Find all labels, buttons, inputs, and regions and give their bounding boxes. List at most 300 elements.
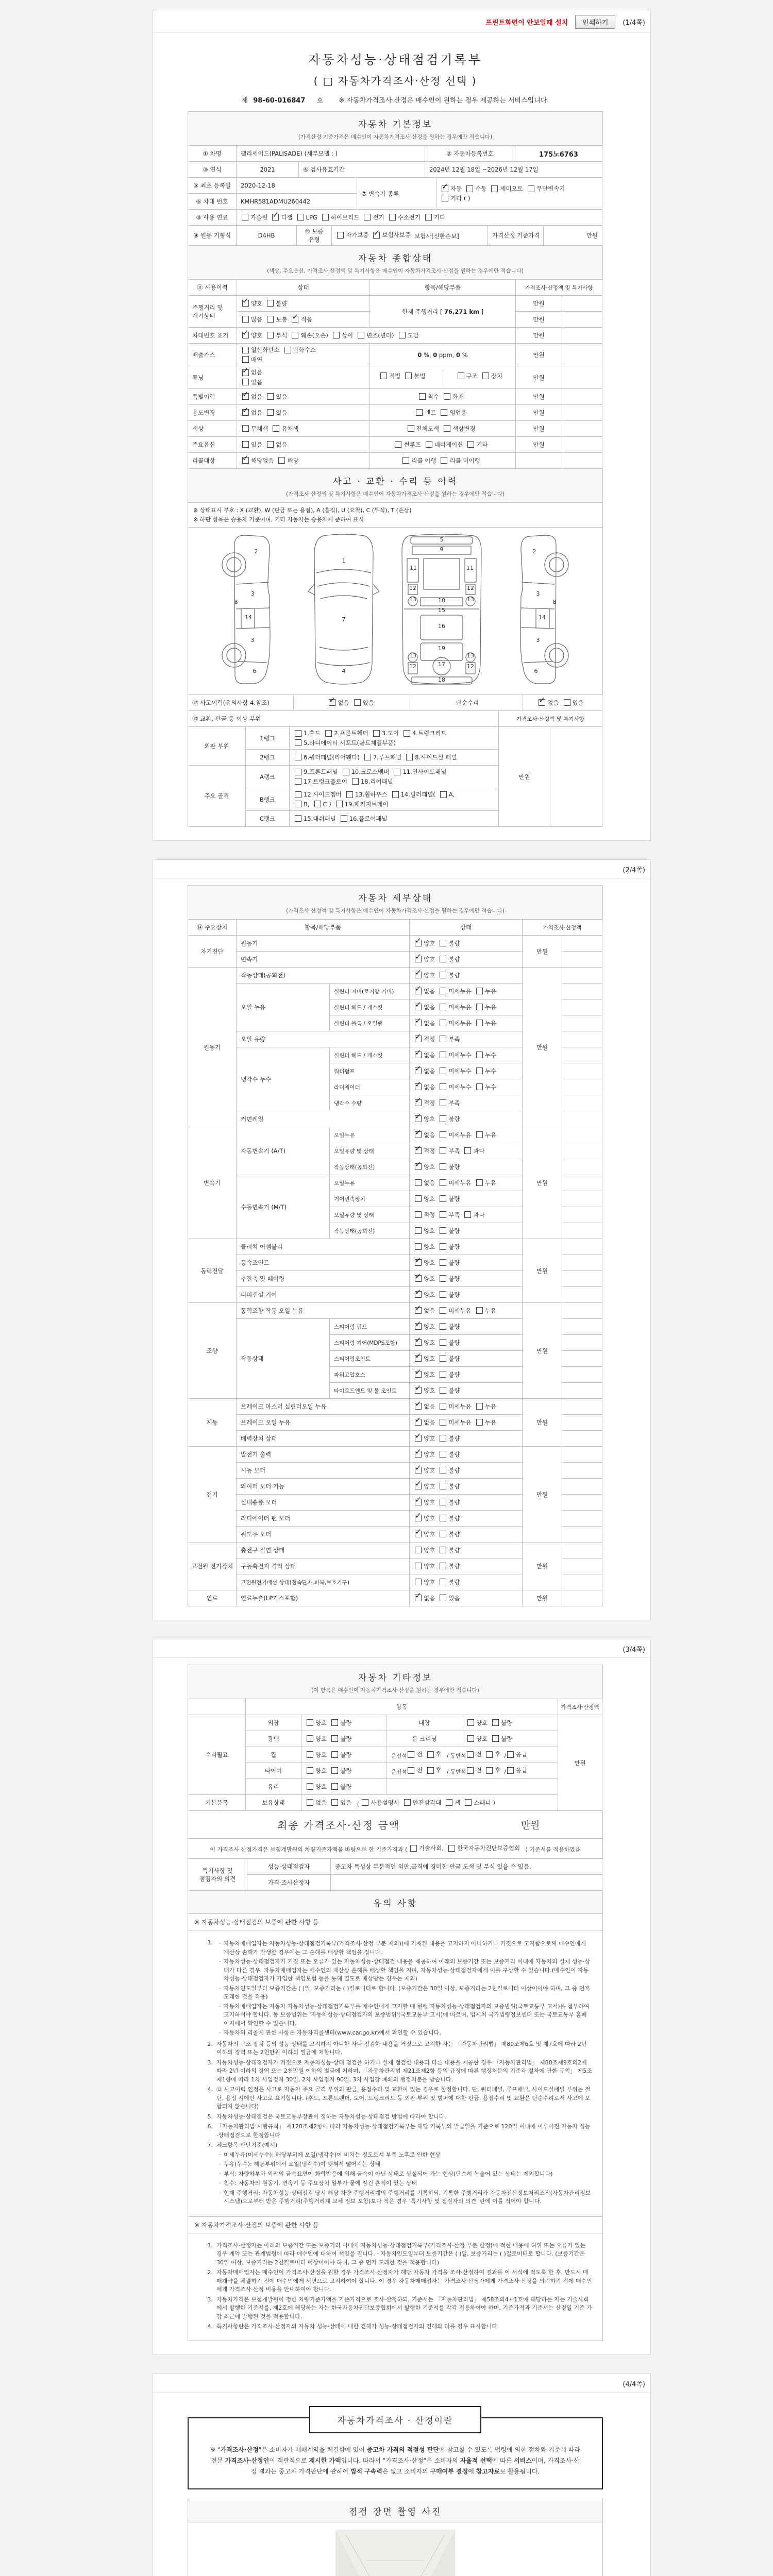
checked-checkbox-icon[interactable]	[415, 1419, 422, 1426]
checkbox-option[interactable]	[331, 1783, 351, 1791]
unchecked-checkbox-icon[interactable]	[440, 1371, 446, 1378]
checkbox-option[interactable]	[492, 1719, 512, 1727]
checkbox-option[interactable]	[440, 1131, 471, 1139]
unchecked-checkbox-icon[interactable]	[440, 956, 446, 962]
checkbox-option[interactable]	[415, 1003, 435, 1011]
unchecked-checkbox-icon[interactable]	[331, 1799, 338, 1806]
checkbox-option[interactable]	[482, 372, 502, 380]
checkbox-option[interactable]	[362, 1799, 399, 1807]
checkbox-option[interactable]	[415, 1227, 435, 1235]
checkbox-option[interactable]	[440, 1211, 460, 1219]
unchecked-checkbox-icon[interactable]	[325, 730, 332, 737]
checkbox-option[interactable]	[415, 1275, 435, 1283]
checkbox-option[interactable]	[440, 1147, 460, 1155]
unchecked-checkbox-icon[interactable]	[440, 1052, 446, 1058]
unchecked-checkbox-icon[interactable]	[331, 1719, 338, 1726]
unchecked-checkbox-icon[interactable]	[307, 1799, 313, 1806]
unchecked-checkbox-icon[interactable]	[295, 815, 301, 822]
checked-checkbox-icon[interactable]	[242, 369, 249, 376]
checkbox-option[interactable]	[440, 1434, 460, 1443]
unchecked-checkbox-icon[interactable]	[440, 1083, 446, 1090]
checkbox-option[interactable]	[242, 331, 262, 340]
checkbox-option[interactable]	[442, 184, 462, 193]
checkbox-option[interactable]	[425, 213, 445, 222]
unchecked-checkbox-icon[interactable]	[331, 1783, 338, 1790]
checkbox-option[interactable]	[408, 425, 439, 433]
checkbox-option[interactable]	[528, 184, 565, 193]
checkbox-option[interactable]	[242, 368, 262, 377]
unchecked-checkbox-icon[interactable]	[465, 1799, 472, 1806]
unchecked-checkbox-icon[interactable]	[408, 425, 414, 432]
checkbox-option[interactable]	[427, 1766, 442, 1774]
checked-checkbox-icon[interactable]	[415, 1259, 422, 1266]
checked-checkbox-icon[interactable]	[415, 1483, 422, 1489]
checkbox-option[interactable]	[389, 213, 421, 222]
checkbox-option[interactable]	[415, 1179, 435, 1187]
checkbox-option[interactable]	[341, 815, 388, 823]
checkbox-option[interactable]	[442, 194, 470, 202]
unchecked-checkbox-icon[interactable]	[440, 1515, 446, 1521]
unchecked-checkbox-icon[interactable]	[440, 1275, 446, 1282]
checked-checkbox-icon[interactable]	[415, 1020, 422, 1026]
checkbox-option[interactable]	[404, 729, 447, 737]
checkbox-option[interactable]	[415, 1147, 435, 1155]
unchecked-checkbox-icon[interactable]	[440, 1531, 446, 1537]
unchecked-checkbox-icon[interactable]	[415, 1243, 422, 1250]
unchecked-checkbox-icon[interactable]	[267, 441, 274, 448]
unchecked-checkbox-icon[interactable]	[482, 372, 489, 379]
unchecked-checkbox-icon[interactable]	[440, 1115, 446, 1122]
checkbox-option[interactable]	[415, 1386, 435, 1395]
unchecked-checkbox-icon[interactable]	[464, 1211, 471, 1218]
checkbox-option[interactable]	[364, 753, 401, 761]
checkbox-option[interactable]	[242, 315, 262, 324]
unchecked-checkbox-icon[interactable]	[415, 1563, 422, 1569]
unchecked-checkbox-icon[interactable]	[467, 441, 474, 448]
unchecked-checkbox-icon[interactable]	[295, 791, 301, 798]
checkbox-option[interactable]	[415, 1418, 435, 1427]
checkbox-option[interactable]	[415, 971, 435, 979]
checkbox-option[interactable]	[440, 1514, 460, 1522]
unchecked-checkbox-icon[interactable]	[295, 754, 301, 760]
unchecked-checkbox-icon[interactable]	[343, 769, 349, 775]
unchecked-checkbox-icon[interactable]	[295, 730, 301, 737]
unchecked-checkbox-icon[interactable]	[426, 441, 432, 448]
unchecked-checkbox-icon[interactable]	[415, 1579, 422, 1585]
checked-checkbox-icon[interactable]	[242, 457, 249, 464]
unchecked-checkbox-icon[interactable]	[322, 214, 329, 221]
unchecked-checkbox-icon[interactable]	[242, 214, 248, 221]
unchecked-checkbox-icon[interactable]	[528, 185, 534, 192]
checkbox-option[interactable]	[440, 1099, 460, 1107]
unchecked-checkbox-icon[interactable]	[440, 940, 446, 946]
unchecked-checkbox-icon[interactable]	[331, 1751, 338, 1758]
checkbox-option[interactable]	[399, 331, 419, 340]
unchecked-checkbox-icon[interactable]	[364, 214, 371, 221]
unchecked-checkbox-icon[interactable]	[406, 754, 413, 760]
unchecked-checkbox-icon[interactable]	[297, 214, 304, 221]
checkbox-option[interactable]	[394, 768, 446, 776]
checkbox-option[interactable]	[440, 1418, 471, 1427]
checkbox-option[interactable]	[446, 1799, 460, 1807]
checked-checkbox-icon[interactable]	[415, 1403, 422, 1410]
unchecked-checkbox-icon[interactable]	[358, 332, 364, 338]
checkbox-option[interactable]	[325, 729, 368, 737]
unchecked-checkbox-icon[interactable]	[467, 1751, 474, 1758]
unchecked-checkbox-icon[interactable]	[440, 1195, 446, 1202]
checkbox-option[interactable]	[352, 777, 393, 786]
checkbox-option[interactable]	[476, 1067, 496, 1075]
checked-checkbox-icon[interactable]	[415, 988, 422, 994]
checkbox-option[interactable]	[440, 1083, 471, 1091]
checkbox-option[interactable]	[242, 425, 268, 433]
unchecked-checkbox-icon[interactable]	[440, 1227, 446, 1234]
checkbox-option[interactable]	[297, 214, 317, 221]
checkbox-option[interactable]	[295, 739, 396, 747]
unchecked-checkbox-icon[interactable]	[440, 1355, 446, 1362]
unchecked-checkbox-icon[interactable]	[476, 1004, 483, 1010]
unchecked-checkbox-icon[interactable]	[491, 185, 498, 192]
unchecked-checkbox-icon[interactable]	[419, 393, 426, 400]
unchecked-checkbox-icon[interactable]	[440, 791, 447, 798]
checkbox-option[interactable]	[380, 372, 400, 380]
checkbox-option[interactable]	[364, 213, 384, 222]
unchecked-checkbox-icon[interactable]	[440, 1131, 446, 1138]
checkbox-option[interactable]	[408, 1766, 422, 1774]
checkbox-option[interactable]	[415, 1307, 435, 1315]
unchecked-checkbox-icon[interactable]	[333, 332, 340, 338]
unchecked-checkbox-icon[interactable]	[284, 347, 291, 353]
checkbox-option[interactable]	[440, 1594, 460, 1602]
unchecked-checkbox-icon[interactable]	[307, 1783, 313, 1790]
checkbox-option[interactable]	[415, 939, 435, 947]
unchecked-checkbox-icon[interactable]	[467, 1735, 474, 1742]
checkbox-option[interactable]	[440, 1195, 460, 1203]
checkbox-option[interactable]	[448, 1843, 520, 1853]
checked-checkbox-icon[interactable]	[415, 956, 422, 962]
checkbox-option[interactable]	[476, 1179, 496, 1187]
unchecked-checkbox-icon[interactable]	[440, 1547, 446, 1553]
checkbox-option[interactable]	[346, 790, 388, 799]
checkbox-option[interactable]	[284, 346, 316, 354]
checkbox-option[interactable]	[440, 1323, 460, 1331]
checkbox-option[interactable]	[466, 184, 486, 193]
unchecked-checkbox-icon[interactable]	[267, 300, 274, 307]
checkbox-option[interactable]	[415, 955, 435, 963]
checkbox-option[interactable]	[415, 1067, 435, 1075]
unchecked-checkbox-icon[interactable]	[242, 356, 249, 363]
unchecked-checkbox-icon[interactable]	[476, 1419, 483, 1426]
checkbox-option[interactable]	[415, 1099, 435, 1107]
checked-checkbox-icon[interactable]	[415, 940, 422, 946]
checked-checkbox-icon[interactable]	[242, 393, 249, 400]
checkbox-option[interactable]	[440, 1338, 460, 1347]
unchecked-checkbox-icon[interactable]	[440, 1419, 446, 1426]
unchecked-checkbox-icon[interactable]	[440, 1036, 446, 1042]
checkbox-option[interactable]	[242, 346, 280, 354]
checkbox-option[interactable]	[504, 1750, 528, 1759]
unchecked-checkbox-icon[interactable]	[444, 393, 450, 400]
checkbox-option[interactable]	[307, 1719, 327, 1727]
unchecked-checkbox-icon[interactable]	[410, 1845, 417, 1852]
checkbox-option[interactable]	[242, 299, 262, 308]
checkbox-option[interactable]	[415, 1402, 435, 1411]
checkbox-option[interactable]	[404, 1799, 442, 1807]
checkbox-option[interactable]	[539, 699, 559, 707]
checkbox-option[interactable]	[440, 1003, 471, 1011]
unchecked-checkbox-icon[interactable]	[415, 1211, 422, 1218]
checkbox-option[interactable]	[392, 790, 435, 799]
unchecked-checkbox-icon[interactable]	[564, 699, 570, 706]
checkbox-option[interactable]	[415, 1323, 435, 1331]
checkbox-option[interactable]	[273, 425, 298, 433]
checkbox-option[interactable]	[492, 1735, 512, 1743]
unchecked-checkbox-icon[interactable]	[346, 791, 353, 798]
checkbox-option[interactable]	[415, 1019, 435, 1027]
checkbox-option[interactable]	[440, 1562, 460, 1570]
checkbox-option[interactable]	[476, 1131, 496, 1139]
checked-checkbox-icon[interactable]	[292, 316, 298, 323]
checkbox-option[interactable]	[415, 1370, 435, 1379]
checkbox-option[interactable]	[415, 1083, 435, 1091]
checkbox-option[interactable]	[444, 425, 475, 433]
checkbox-option[interactable]	[292, 331, 328, 340]
unchecked-checkbox-icon[interactable]	[278, 457, 285, 464]
checkbox-option[interactable]	[322, 213, 360, 222]
unchecked-checkbox-icon[interactable]	[392, 791, 399, 798]
unchecked-checkbox-icon[interactable]	[440, 972, 446, 978]
checkbox-option[interactable]	[307, 1735, 327, 1743]
checked-checkbox-icon[interactable]	[415, 1115, 422, 1122]
unchecked-checkbox-icon[interactable]	[440, 1243, 446, 1250]
unchecked-checkbox-icon[interactable]	[399, 332, 406, 338]
checkbox-option[interactable]	[440, 1291, 460, 1299]
checkbox-option[interactable]	[415, 1482, 435, 1490]
checkbox-option[interactable]	[441, 456, 480, 465]
unchecked-checkbox-icon[interactable]	[336, 801, 343, 807]
checkbox-option[interactable]	[331, 1799, 351, 1807]
unchecked-checkbox-icon[interactable]	[267, 409, 274, 416]
unchecked-checkbox-icon[interactable]	[476, 1083, 483, 1090]
checkbox-option[interactable]	[476, 1003, 496, 1011]
checkbox-option[interactable]	[440, 1067, 471, 1075]
checkbox-option[interactable]	[440, 1578, 460, 1586]
unchecked-checkbox-icon[interactable]	[476, 1020, 483, 1026]
checkbox-option[interactable]	[405, 372, 425, 380]
checkbox-option[interactable]	[331, 1719, 351, 1727]
unchecked-checkbox-icon[interactable]	[442, 195, 448, 201]
checkbox-option[interactable]	[242, 355, 262, 364]
checkbox-option[interactable]	[267, 331, 287, 340]
unchecked-checkbox-icon[interactable]	[364, 754, 371, 760]
unchecked-checkbox-icon[interactable]	[389, 214, 396, 221]
checkbox-option[interactable]	[486, 1766, 500, 1774]
checkbox-option[interactable]	[464, 1147, 484, 1155]
checkbox-option[interactable]	[415, 1466, 435, 1475]
checkbox-option[interactable]	[440, 1051, 471, 1059]
unchecked-checkbox-icon[interactable]	[467, 1767, 474, 1774]
checkbox-option[interactable]	[267, 315, 287, 324]
unchecked-checkbox-icon[interactable]	[373, 730, 380, 737]
checked-checkbox-icon[interactable]	[415, 1371, 422, 1378]
checkbox-option[interactable]	[440, 1354, 460, 1363]
checkbox-option[interactable]	[440, 1259, 460, 1267]
checked-checkbox-icon[interactable]	[415, 1595, 422, 1601]
unchecked-checkbox-icon[interactable]	[440, 1147, 446, 1154]
unchecked-checkbox-icon[interactable]	[492, 1719, 499, 1726]
unchecked-checkbox-icon[interactable]	[440, 1179, 446, 1186]
checkbox-option[interactable]	[373, 729, 399, 737]
checkbox-option[interactable]	[333, 331, 353, 340]
checkbox-option[interactable]	[295, 753, 360, 761]
checkbox-option[interactable]	[415, 1434, 435, 1443]
checked-checkbox-icon[interactable]	[415, 1083, 422, 1090]
checked-checkbox-icon[interactable]	[415, 1099, 422, 1106]
checkbox-option[interactable]	[465, 1799, 495, 1807]
checkbox-option[interactable]	[415, 1195, 435, 1203]
unchecked-checkbox-icon[interactable]	[476, 1179, 483, 1186]
unchecked-checkbox-icon[interactable]	[292, 332, 298, 338]
unchecked-checkbox-icon[interactable]	[331, 1767, 338, 1774]
checkbox-option[interactable]	[440, 1243, 460, 1251]
unchecked-checkbox-icon[interactable]	[440, 1099, 446, 1106]
unchecked-checkbox-icon[interactable]	[267, 332, 274, 338]
checkbox-option[interactable]	[242, 456, 274, 465]
checkbox-option[interactable]	[440, 1163, 460, 1171]
checkbox-option[interactable]	[295, 801, 310, 808]
checkbox-option[interactable]	[408, 1750, 422, 1758]
unchecked-checkbox-icon[interactable]	[476, 1403, 483, 1410]
unchecked-checkbox-icon[interactable]	[504, 1767, 514, 1775]
unchecked-checkbox-icon[interactable]	[307, 1735, 313, 1742]
unchecked-checkbox-icon[interactable]	[440, 1563, 446, 1569]
checkbox-option[interactable]	[441, 409, 466, 417]
checked-checkbox-icon[interactable]	[272, 214, 279, 221]
unchecked-checkbox-icon[interactable]	[242, 379, 249, 385]
checked-checkbox-icon[interactable]	[415, 1291, 422, 1298]
unchecked-checkbox-icon[interactable]	[408, 1751, 414, 1758]
checkbox-option[interactable]	[415, 1578, 435, 1586]
checkbox-option[interactable]	[331, 1735, 351, 1743]
unchecked-checkbox-icon[interactable]	[242, 316, 249, 323]
checkbox-option[interactable]	[415, 1562, 435, 1570]
unchecked-checkbox-icon[interactable]	[362, 1799, 368, 1806]
unchecked-checkbox-icon[interactable]	[440, 1579, 446, 1585]
unchecked-checkbox-icon[interactable]	[440, 1004, 446, 1010]
unchecked-checkbox-icon[interactable]	[380, 372, 387, 379]
unchecked-checkbox-icon[interactable]	[415, 1227, 422, 1234]
unchecked-checkbox-icon[interactable]	[440, 1387, 446, 1394]
checkbox-option[interactable]	[242, 213, 267, 222]
unchecked-checkbox-icon[interactable]	[242, 441, 249, 448]
checkbox-option[interactable]	[476, 1307, 496, 1315]
checkbox-option[interactable]	[440, 1546, 460, 1554]
checkbox-option[interactable]	[295, 729, 321, 737]
checkbox-option[interactable]	[278, 456, 298, 465]
unchecked-checkbox-icon[interactable]	[441, 409, 447, 416]
checkbox-option[interactable]	[415, 1115, 435, 1123]
checkbox-option[interactable]	[458, 372, 478, 380]
checkbox-option[interactable]	[476, 1083, 496, 1091]
unchecked-checkbox-icon[interactable]	[341, 815, 347, 822]
checkbox-option[interactable]	[307, 1783, 327, 1791]
unchecked-checkbox-icon[interactable]	[476, 1067, 483, 1074]
unchecked-checkbox-icon[interactable]	[242, 425, 249, 432]
checkbox-option[interactable]	[440, 987, 471, 995]
checked-checkbox-icon[interactable]	[539, 699, 545, 706]
checked-checkbox-icon[interactable]	[415, 1036, 422, 1042]
checkbox-option[interactable]	[242, 378, 262, 386]
unchecked-checkbox-icon[interactable]	[404, 1799, 411, 1806]
checkbox-option[interactable]	[415, 1243, 435, 1251]
checkbox-option[interactable]	[415, 1546, 435, 1554]
unchecked-checkbox-icon[interactable]	[267, 316, 274, 323]
print-button[interactable]: 인쇄하기	[575, 15, 615, 29]
checked-checkbox-icon[interactable]	[415, 1131, 422, 1138]
unchecked-checkbox-icon[interactable]	[476, 1131, 483, 1138]
checkbox-option[interactable]	[564, 699, 584, 707]
checkbox-option[interactable]	[504, 1766, 528, 1775]
unchecked-checkbox-icon[interactable]	[295, 778, 301, 785]
checkbox-option[interactable]	[440, 939, 460, 947]
checked-checkbox-icon[interactable]	[415, 1339, 422, 1346]
checkbox-option[interactable]	[267, 299, 287, 308]
checkbox-option[interactable]	[354, 699, 374, 707]
checkbox-option[interactable]	[440, 1179, 471, 1187]
checkbox-option[interactable]	[415, 1514, 435, 1522]
unchecked-checkbox-icon[interactable]	[467, 1719, 474, 1726]
checkbox-option[interactable]	[467, 1719, 488, 1727]
unchecked-checkbox-icon[interactable]	[440, 1499, 446, 1505]
checked-checkbox-icon[interactable]	[415, 1004, 422, 1010]
checkbox-option[interactable]	[440, 1466, 460, 1475]
checkbox-option[interactable]	[242, 409, 262, 417]
checkbox-option[interactable]	[267, 409, 287, 417]
checkbox-option[interactable]	[476, 1402, 496, 1411]
unchecked-checkbox-icon[interactable]	[394, 769, 400, 775]
checkbox-option[interactable]	[464, 1211, 484, 1219]
checked-checkbox-icon[interactable]	[415, 1451, 422, 1458]
unchecked-checkbox-icon[interactable]	[402, 457, 409, 464]
checkbox-option[interactable]	[440, 1386, 460, 1395]
checkbox-option[interactable]	[440, 1019, 471, 1027]
checked-checkbox-icon[interactable]	[415, 1355, 422, 1362]
checkbox-option[interactable]	[440, 1307, 471, 1315]
unchecked-checkbox-icon[interactable]	[440, 1435, 446, 1442]
checkbox-option[interactable]	[467, 1766, 481, 1774]
checkbox-option[interactable]	[476, 1019, 496, 1027]
checkbox-option[interactable]	[358, 331, 394, 340]
checkbox-option[interactable]	[329, 699, 349, 707]
checkbox-option[interactable]	[307, 1767, 327, 1775]
print-install-note[interactable]: 프린트화면이 안보일때 설치	[485, 19, 568, 27]
checkbox-option[interactable]	[440, 1035, 460, 1043]
checkbox-option[interactable]	[415, 1035, 435, 1043]
checkbox-option[interactable]	[440, 1115, 460, 1123]
checkbox-option[interactable]	[331, 1767, 351, 1775]
checkbox-option[interactable]	[295, 790, 342, 799]
unchecked-checkbox-icon[interactable]	[295, 769, 301, 775]
unchecked-checkbox-icon[interactable]	[307, 1719, 313, 1726]
unchecked-checkbox-icon[interactable]	[440, 1291, 446, 1298]
unchecked-checkbox-icon[interactable]	[425, 214, 432, 221]
checkbox-option[interactable]	[242, 440, 262, 449]
checkbox-option[interactable]	[373, 231, 411, 239]
checkbox-option[interactable]	[440, 1450, 460, 1459]
checkbox-option[interactable]	[295, 768, 338, 776]
unchecked-checkbox-icon[interactable]	[352, 778, 359, 785]
checkbox-option[interactable]	[416, 409, 436, 417]
